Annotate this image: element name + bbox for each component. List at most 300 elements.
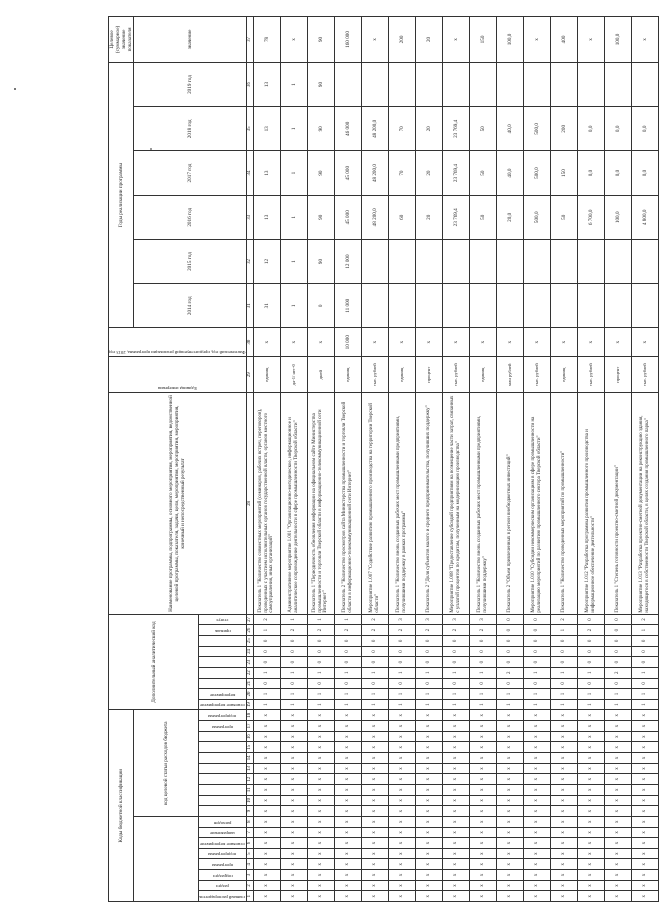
code-cell: x xyxy=(550,753,577,764)
code-cell: 0 xyxy=(577,646,604,657)
column-number: 3 xyxy=(246,870,253,881)
code-cell: x xyxy=(280,806,307,817)
code-cell: 0 xyxy=(415,657,442,668)
year-value-cell xyxy=(415,62,442,106)
year-value-cell xyxy=(361,239,388,283)
code-cell: x xyxy=(550,848,577,859)
code-cell: x xyxy=(361,721,388,732)
code-cell: x xyxy=(361,753,388,764)
code-cell: x xyxy=(496,753,523,764)
unit-cell: единиц xyxy=(334,356,361,392)
year-value-cell xyxy=(604,239,631,283)
code-cell: x xyxy=(442,721,469,732)
unit-cell: дней xyxy=(307,356,334,392)
code-column-header: направление xyxy=(199,827,246,838)
code-cell: x xyxy=(388,859,415,870)
code-cell: x xyxy=(334,870,361,881)
year-value-cell: 500,0 xyxy=(523,151,550,195)
code-cell: x xyxy=(631,795,658,806)
code-cell: x xyxy=(469,891,496,902)
code-cell: 0 xyxy=(361,678,388,689)
column-number: 8 xyxy=(246,816,253,827)
year-value-cell xyxy=(577,284,604,328)
year-value-cell xyxy=(442,284,469,328)
year-value-cell xyxy=(388,62,415,106)
code-cell: 1 xyxy=(604,689,631,700)
year-value-cell: 50 xyxy=(550,195,577,239)
code-cell: 0 xyxy=(280,635,307,646)
code-cell: 1 xyxy=(361,667,388,678)
code-cell: x xyxy=(253,838,280,849)
budget-codes-header: Коды бюджетной классификации xyxy=(109,710,134,902)
code-cell: 0 xyxy=(442,635,469,646)
code-cell: 1 xyxy=(280,614,307,625)
code-cell: 0 xyxy=(253,657,280,668)
code-cell: x xyxy=(415,721,442,732)
code-cell: x xyxy=(361,795,388,806)
code-cell: x xyxy=(631,816,658,827)
code-cell: x xyxy=(631,848,658,859)
code-cell: 1 xyxy=(550,667,577,678)
code-cell: x xyxy=(388,795,415,806)
code-cell: x xyxy=(442,816,469,827)
code-cell: x xyxy=(523,795,550,806)
code-cell: x xyxy=(442,731,469,742)
year-value-cell xyxy=(523,284,550,328)
unit-cell: тыс. рублей xyxy=(523,356,550,392)
code-cell: 1 xyxy=(469,689,496,700)
year-value-cell: 48 200,0 xyxy=(361,107,388,151)
code-cell: 1 xyxy=(307,667,334,678)
code-cell: x xyxy=(280,859,307,870)
code-cell: 0 xyxy=(469,646,496,657)
code-cell: x xyxy=(604,859,631,870)
year-value-cell: 0,0 xyxy=(577,151,604,195)
base-year-cell: x xyxy=(361,328,388,357)
code-cell: x xyxy=(388,806,415,817)
year-value-cell: 100,0 xyxy=(604,195,631,239)
code-cell: 1 xyxy=(415,667,442,678)
code-cell: 1 xyxy=(280,689,307,700)
table-row xyxy=(550,17,577,902)
code-cell: x xyxy=(577,795,604,806)
indicator-name: Показатель 1 "Периодичность обновления информации на официальном сайте Министерства промышленности и торговли Тверской области в информационно-телекоммуникационной сети Интернет" xyxy=(307,393,334,614)
code-cell: 2 xyxy=(550,614,577,625)
code-column-header: подпрограмма xyxy=(199,848,246,859)
indicator-name: Мероприятие 1.012 "Разработка программы развития промышленного производства и информационное обеспечение деятельности" xyxy=(577,393,604,614)
indicator-name: Мероприятие 1.008 "Предоставление субсидий предприятиям на возмещение части затрат, связанных с уплатой процентов по кредитам, полученным на модернизацию производства" xyxy=(442,393,469,614)
base-year-cell: x xyxy=(388,328,415,357)
table-row xyxy=(334,17,361,902)
code-cell: x xyxy=(307,742,334,753)
code-cell: x xyxy=(307,753,334,764)
table-row xyxy=(280,17,307,902)
indicator-name: Показатель 2 "Доля субъектов малого и среднего предпринимательства, получивших поддержку" xyxy=(415,393,442,614)
code-cell: x xyxy=(469,753,496,764)
base-year-cell: x xyxy=(523,328,550,357)
year-value-cell xyxy=(577,239,604,283)
code-cell: x xyxy=(577,710,604,721)
year-value-cell: 0,0 xyxy=(604,151,631,195)
code-cell: 0 xyxy=(604,646,631,657)
code-cell: 0 xyxy=(415,678,442,689)
code-cell: x xyxy=(469,742,496,753)
code-cell: x xyxy=(307,880,334,891)
code-cell: x xyxy=(577,806,604,817)
code-cell: x xyxy=(496,763,523,774)
unit-cell: тыс. рублей xyxy=(442,356,469,392)
code-cell: 0 xyxy=(334,678,361,689)
year-value-cell: 50 xyxy=(469,195,496,239)
year-value-cell: 6 700,0 xyxy=(577,195,604,239)
code-cell: 3 xyxy=(388,614,415,625)
code-column-header: мероприятие xyxy=(199,689,246,700)
code-cell: 0 xyxy=(550,657,577,668)
code-cell: x xyxy=(469,827,496,838)
indicator-name: Мероприятие 1.007 "Содействие развитию промышленного производства на территории Тверской области" xyxy=(361,393,388,614)
code-cell: x xyxy=(253,742,280,753)
code-cell: 0 xyxy=(442,646,469,657)
code-cell: x xyxy=(442,710,469,721)
code-cell: x xyxy=(496,848,523,859)
code-cell: x xyxy=(280,848,307,859)
column-number: 31 xyxy=(246,284,253,328)
code-cell: x xyxy=(280,742,307,753)
indicator-name: Показатель 1 "Количество совместных мероприятий (семинаров, рабочих встреч, переговоров), проведенных с участием исполнительных органов государственной власти, органов местного самоуправления, иных организаций" xyxy=(253,393,280,614)
unit-cell: единиц xyxy=(550,356,577,392)
code-cell: x xyxy=(604,816,631,827)
year-value-cell: 90 xyxy=(307,195,334,239)
code-cell: x xyxy=(577,880,604,891)
code-column-header: основное мероприятие xyxy=(199,838,246,849)
code-cell: x xyxy=(631,838,658,849)
code-cell: 0 xyxy=(496,625,523,636)
column-number: 11 xyxy=(246,784,253,795)
year-value-cell xyxy=(388,239,415,283)
year-value-cell: 200 xyxy=(550,107,577,151)
code-cell: x xyxy=(577,891,604,902)
code-column-header: программа xyxy=(199,721,246,732)
code-cell: 0 xyxy=(469,657,496,668)
column-number: 36 xyxy=(246,62,253,106)
code-cell: x xyxy=(604,784,631,795)
code-cell: x xyxy=(523,816,550,827)
code-cell: x xyxy=(550,774,577,785)
code-cell: x xyxy=(361,774,388,785)
code-cell: x xyxy=(361,806,388,817)
code-cell: 0 xyxy=(388,657,415,668)
year-value-cell: 13 xyxy=(253,151,280,195)
code-cell: x xyxy=(604,848,631,859)
code-column-header xyxy=(199,657,246,668)
code-cell: 2 xyxy=(631,614,658,625)
code-cell: 2 xyxy=(415,625,442,636)
code-cell: 1 xyxy=(334,689,361,700)
code-cell: x xyxy=(388,731,415,742)
code-cell: 1 xyxy=(577,689,604,700)
year-value-cell: 0,0 xyxy=(604,107,631,151)
code-cell: 0 xyxy=(604,657,631,668)
code-cell: x xyxy=(361,731,388,742)
code-cell: 1 xyxy=(442,699,469,710)
code-column-header xyxy=(199,753,246,764)
code-cell: x xyxy=(334,784,361,795)
code-cell: x xyxy=(604,795,631,806)
code-cell: x xyxy=(550,806,577,817)
code-cell: 0 xyxy=(334,657,361,668)
code-cell: x xyxy=(523,838,550,849)
column-number: 22 xyxy=(246,667,253,678)
target-value-cell: x xyxy=(577,17,604,63)
code-cell: 3 xyxy=(469,614,496,625)
code-cell: 0 xyxy=(604,625,631,636)
base-year-header: Фактический год, предшествующий реализации программы, 2013 год xyxy=(109,328,247,357)
code-cell: 1 xyxy=(631,667,658,678)
code-cell: x xyxy=(577,838,604,849)
target-value-cell: 160 000 xyxy=(334,17,361,63)
code-column-header xyxy=(199,763,246,774)
code-cell: x xyxy=(523,784,550,795)
year-value-cell xyxy=(604,284,631,328)
code-cell: 0 xyxy=(469,678,496,689)
code-cell: 1 xyxy=(550,689,577,700)
code-cell: 2 xyxy=(280,625,307,636)
code-cell: x xyxy=(496,870,523,881)
code-cell: x xyxy=(307,710,334,721)
indicator-name: Мероприятие 1.013 "Разработка проектно-сметной документации на реконструкцию здания, находящегося в собственности Тверской области, в целях создания промышленного парка" xyxy=(631,393,658,614)
year-value-cell xyxy=(550,239,577,283)
code-column-header: расходов xyxy=(199,816,246,827)
year-value-cell: 1 xyxy=(280,195,307,239)
code-column-header: статус xyxy=(199,614,246,625)
code-cell: 1 xyxy=(253,689,280,700)
base-year-cell: x xyxy=(631,328,658,357)
code-cell: x xyxy=(550,870,577,881)
code-cell: x xyxy=(631,710,658,721)
code-cell: x xyxy=(442,859,469,870)
column-number: 23 xyxy=(246,657,253,668)
column-number: 24 xyxy=(246,646,253,657)
code-cell: 0 xyxy=(550,646,577,657)
code-cell: 1 xyxy=(631,699,658,710)
year-value-cell: 0 xyxy=(307,284,334,328)
code-cell: 1 xyxy=(550,699,577,710)
year-value-cell xyxy=(577,62,604,106)
code-cell: 1 xyxy=(280,667,307,678)
code-cell: x xyxy=(550,880,577,891)
unit-cell: тыс. рублей xyxy=(361,356,388,392)
code-cell: x xyxy=(604,827,631,838)
budget-article-header: код целевой статьи расходов бюджета xyxy=(134,710,199,816)
year-value-cell: 20 xyxy=(415,107,442,151)
code-column-header: подпрограмма xyxy=(199,710,246,721)
code-cell: x xyxy=(577,870,604,881)
code-cell: 1 xyxy=(388,699,415,710)
code-cell: x xyxy=(496,784,523,795)
code-cell: 0 xyxy=(631,635,658,646)
code-cell: 0 xyxy=(361,646,388,657)
table-row xyxy=(442,17,469,902)
code-cell: x xyxy=(415,806,442,817)
code-cell: x xyxy=(253,731,280,742)
code-cell: 2 xyxy=(334,625,361,636)
code-cell: x xyxy=(442,827,469,838)
code-cell: x xyxy=(307,816,334,827)
table-row xyxy=(253,17,280,902)
code-cell: x xyxy=(469,806,496,817)
code-cell: 1 xyxy=(496,689,523,700)
code-cell: x xyxy=(577,784,604,795)
code-col-head xyxy=(134,816,199,901)
year-value-cell: 50 xyxy=(469,151,496,195)
code-cell: x xyxy=(361,710,388,721)
code-cell: x xyxy=(307,870,334,881)
code-cell: x xyxy=(577,763,604,774)
code-cell: 0 xyxy=(523,678,550,689)
code-cell: x xyxy=(469,816,496,827)
code-cell: x xyxy=(496,721,523,732)
code-cell: 1 xyxy=(388,689,415,700)
code-cell: x xyxy=(307,806,334,817)
year-value-cell: 0,0 xyxy=(631,107,658,151)
code-cell: 1 xyxy=(280,699,307,710)
code-cell: x xyxy=(388,848,415,859)
code-cell: 2 xyxy=(388,625,415,636)
column-number: 5 xyxy=(246,848,253,859)
table-row xyxy=(604,17,631,902)
year-value-cell: 1 xyxy=(280,151,307,195)
year-header: 2017 год xyxy=(134,151,247,195)
code-cell: x xyxy=(307,838,334,849)
code-cell: x xyxy=(280,827,307,838)
code-column-header xyxy=(199,784,246,795)
code-cell: x xyxy=(550,742,577,753)
code-cell: x xyxy=(604,721,631,732)
year-value-cell xyxy=(496,62,523,106)
code-cell: x xyxy=(496,880,523,891)
year-value-cell xyxy=(388,284,415,328)
year-value-cell xyxy=(415,239,442,283)
code-cell: 1 xyxy=(334,667,361,678)
target-value-cell: 100,0 xyxy=(604,17,631,63)
code-column-header xyxy=(199,774,246,785)
code-cell: x xyxy=(577,721,604,732)
code-cell: x xyxy=(604,806,631,817)
base-year-cell: x xyxy=(604,328,631,357)
code-cell: x xyxy=(523,870,550,881)
column-number: 20 xyxy=(246,689,253,700)
code-cell: 1 xyxy=(307,689,334,700)
code-cell: x xyxy=(334,880,361,891)
year-value-cell xyxy=(361,62,388,106)
code-cell: 1 xyxy=(577,699,604,710)
year-value-cell: 90 xyxy=(307,107,334,151)
target-value-cell: 90 xyxy=(307,17,334,63)
code-cell: x xyxy=(253,753,280,764)
code-cell: x xyxy=(415,870,442,881)
code-cell: x xyxy=(442,763,469,774)
column-number: 18 xyxy=(246,710,253,721)
column-number: 12 xyxy=(246,774,253,785)
code-cell: x xyxy=(577,774,604,785)
target-header: Целевое (суммарное) значение показателя xyxy=(109,17,134,63)
code-cell: 1 xyxy=(469,667,496,678)
column-number: 19 xyxy=(246,699,253,710)
code-cell: x xyxy=(388,721,415,732)
code-cell: x xyxy=(631,721,658,732)
code-cell: 1 xyxy=(415,689,442,700)
code-cell: x xyxy=(550,827,577,838)
code-cell: 0 xyxy=(280,646,307,657)
year-value-cell: 1 xyxy=(280,239,307,283)
code-cell: x xyxy=(631,742,658,753)
column-number: 6 xyxy=(246,838,253,849)
year-value-cell: 48 200,0 xyxy=(361,151,388,195)
code-cell: 1 xyxy=(442,667,469,678)
code-cell: x xyxy=(469,795,496,806)
code-cell: x xyxy=(361,880,388,891)
year-value-cell: 4 800,0 xyxy=(631,195,658,239)
year-value-cell: 90 xyxy=(307,239,334,283)
program-indicators-table-page xyxy=(108,16,650,902)
code-cell: x xyxy=(631,763,658,774)
code-cell: 2 xyxy=(604,667,631,678)
code-cell: x xyxy=(415,742,442,753)
table-row xyxy=(496,17,523,902)
code-cell: x xyxy=(334,721,361,732)
code-cell: 1 xyxy=(496,699,523,710)
code-cell: x xyxy=(334,816,361,827)
code-cell: x xyxy=(307,763,334,774)
code-cell: 0 xyxy=(415,635,442,646)
code-cell: x xyxy=(631,870,658,881)
code-cell: x xyxy=(442,795,469,806)
code-cell: x xyxy=(361,848,388,859)
code-cell: x xyxy=(280,731,307,742)
indicator-name: Показатель 1 "Количество проведенных мероприятий по промышленности" xyxy=(550,393,577,614)
base-year-cell: x xyxy=(442,328,469,357)
indicator-name: Показатель 2 "Количество просмотров сайта Министерства промышленности и торговли Тверской области в информационно-телекоммуникационной сети Интернет" xyxy=(334,393,361,614)
year-value-cell: 13 xyxy=(253,62,280,106)
code-cell: x xyxy=(496,742,523,753)
base-year-cell: x xyxy=(496,328,523,357)
code-cell: 1 xyxy=(469,699,496,710)
year-value-cell xyxy=(442,239,469,283)
code-cell: 0 xyxy=(469,635,496,646)
code-cell: x xyxy=(442,891,469,902)
year-value-cell: 31 xyxy=(253,284,280,328)
code-cell: x xyxy=(307,827,334,838)
year-value-cell: 1 xyxy=(280,284,307,328)
target-value-cell: 400 xyxy=(550,17,577,63)
year-value-cell: 20,0 xyxy=(496,195,523,239)
code-cell: 1 xyxy=(523,699,550,710)
code-cell: x xyxy=(334,774,361,785)
code-cell: 1 xyxy=(442,689,469,700)
program-indicators-table xyxy=(108,16,659,902)
code-cell: x xyxy=(280,838,307,849)
code-cell: x xyxy=(253,795,280,806)
code-cell: 0 xyxy=(388,635,415,646)
code-cell: 1 xyxy=(577,667,604,678)
code-cell: x xyxy=(253,816,280,827)
code-cell: 0 xyxy=(523,614,550,625)
target-value-cell: x xyxy=(442,17,469,63)
code-cell: 1 xyxy=(334,614,361,625)
code-cell: x xyxy=(280,795,307,806)
year-value-cell: 500,0 xyxy=(523,195,550,239)
code-cell: x xyxy=(442,742,469,753)
